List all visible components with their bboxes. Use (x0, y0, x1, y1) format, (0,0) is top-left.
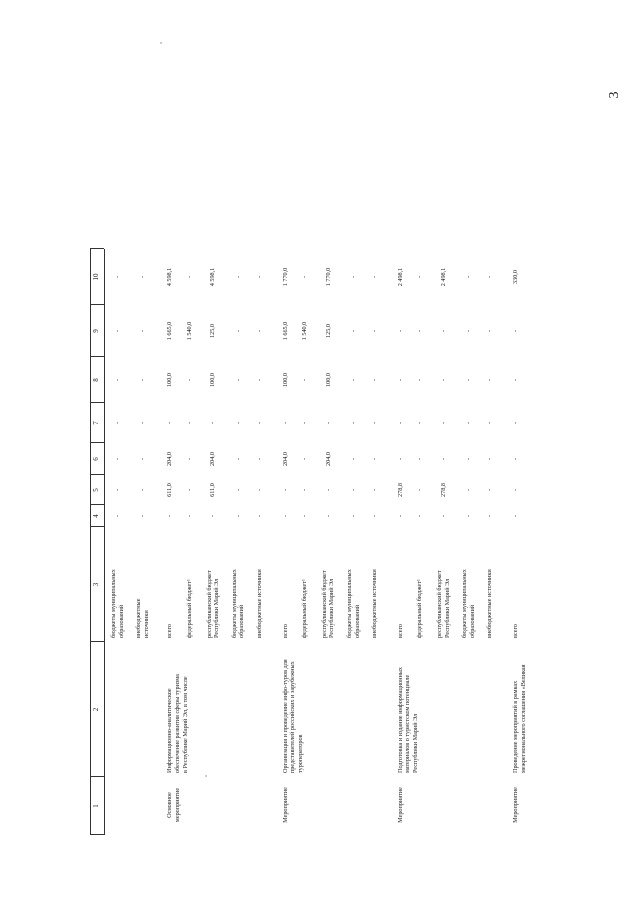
funding-value: - (113, 378, 121, 382)
funding-value: - (324, 514, 332, 518)
funding-value: - (416, 488, 424, 492)
funding-value: - (486, 275, 494, 279)
event-title: межрегионального соглашения «Великая (519, 664, 527, 773)
funding-value: - (186, 457, 193, 461)
funding-value: - (281, 488, 289, 492)
event-title: в Республике Марий Эл, в том числе (181, 676, 189, 773)
funding-value: - (281, 514, 289, 518)
funding-value: - (512, 378, 519, 382)
funding-value: 4 598,1 (209, 267, 217, 287)
funding-value: - (371, 488, 379, 492)
funding-value: - (396, 421, 404, 425)
funding-source: федеральный бюджет¹ (186, 579, 193, 638)
funding-source: бюджеты муниципальных (461, 569, 469, 638)
funding-value: - (186, 488, 193, 492)
funding-value: - (396, 514, 404, 518)
funding-source: всего (396, 624, 404, 638)
funding-value: - (301, 457, 309, 461)
funding-value: - (439, 514, 447, 518)
column-number-5: 5 (92, 488, 100, 492)
funding-source: внебюджетные источники (486, 569, 494, 638)
funding-value: 4 598,1 (166, 267, 174, 287)
funding-value: 1 665,0 (166, 321, 174, 341)
funding-value: - (301, 378, 309, 382)
event-title: представителей российских и зарубежных (289, 661, 297, 773)
funding-source: Республики Марий Эл (213, 578, 221, 638)
event-title: обеспечение развития сферы туризма (174, 674, 181, 773)
funding-value: 1 665,0 (281, 321, 289, 341)
funding-value: - (371, 421, 379, 425)
funding-value: - (234, 514, 242, 518)
funding-source: внебюджетные источники (371, 569, 379, 638)
funding-value: - (512, 421, 519, 425)
event-title: Подготовка и издание информационных (396, 666, 404, 773)
funding-source: федеральный бюджет¹ (301, 579, 309, 638)
funding-value: - (512, 457, 519, 461)
budget-table (90, 80, 560, 835)
funding-value: 100,0 (281, 373, 289, 387)
funding-source: всего (512, 624, 519, 638)
funding-value: - (349, 514, 357, 518)
event-type: мероприятие (174, 787, 181, 823)
funding-value: - (465, 457, 472, 461)
funding-value: - (349, 457, 357, 461)
funding-value: - (139, 378, 146, 382)
event-type: Мероприятие (512, 787, 519, 823)
funding-value: - (486, 378, 494, 382)
funding-value: - (416, 275, 424, 279)
funding-value: - (301, 275, 309, 279)
scan-speck (160, 42, 162, 44)
funding-value: - (439, 457, 447, 461)
funding-value: - (512, 514, 519, 518)
column-number-1: 1 (92, 804, 100, 808)
funding-source: образований (238, 604, 246, 638)
funding-value: 1 540,0 (186, 321, 193, 341)
funding-value: - (234, 275, 242, 279)
funding-value: - (465, 275, 472, 279)
funding-value: - (139, 488, 146, 492)
funding-value: - (256, 457, 263, 461)
funding-value: - (139, 514, 146, 518)
funding-value: - (396, 378, 404, 382)
funding-value: - (512, 488, 519, 492)
funding-value: 204,0 (324, 452, 332, 466)
funding-value: - (324, 488, 332, 492)
funding-value: - (349, 421, 357, 425)
funding-value: - (139, 275, 146, 279)
event-type: Мероприятие (281, 787, 289, 823)
funding-value: - (256, 514, 263, 518)
funding-value: - (349, 378, 357, 382)
funding-value: 330,0 (512, 270, 519, 284)
funding-value: - (371, 457, 379, 461)
funding-value: - (209, 514, 217, 518)
column-number-2: 2 (92, 707, 100, 712)
funding-value: - (139, 457, 146, 461)
funding-source: федеральный бюджет¹ (416, 579, 424, 638)
funding-source: бюджеты муниципальных (230, 569, 238, 638)
funding-value: - (186, 275, 193, 279)
funding-value: - (256, 329, 263, 333)
funding-value: - (256, 421, 263, 425)
funding-value: - (486, 457, 494, 461)
funding-value: - (234, 378, 242, 382)
event-title: Организация и проведение инфо-туров для (281, 659, 289, 773)
funding-value: - (256, 275, 263, 279)
funding-value: - (371, 329, 379, 333)
funding-value: - (349, 275, 357, 279)
funding-value: - (186, 514, 193, 518)
funding-value: 204,0 (166, 452, 174, 466)
column-number-4: 4 (92, 514, 100, 518)
funding-value: - (234, 488, 242, 492)
funding-value: - (186, 421, 193, 425)
funding-value: - (416, 378, 424, 382)
funding-value: - (186, 378, 193, 382)
table-rule-header (104, 249, 105, 835)
event-title: материалов о туристском потенциале (404, 674, 412, 773)
funding-value: - (439, 378, 447, 382)
funding-value: - (139, 329, 146, 333)
funding-value: 100,0 (209, 373, 217, 387)
funding-value: - (439, 329, 447, 333)
funding-value: - (416, 329, 424, 333)
funding-source: Республики Марий Эл (443, 578, 451, 638)
funding-value: - (465, 329, 472, 333)
funding-source: бюджеты муниципальных (346, 569, 353, 638)
event-title: Республики Марий Эл (412, 713, 419, 773)
funding-value: 611,0 (209, 483, 217, 497)
funding-value: - (301, 421, 309, 425)
funding-value: - (281, 421, 289, 425)
funding-value: 2 498,1 (439, 267, 447, 287)
funding-value: - (486, 421, 494, 425)
funding-value: - (371, 514, 379, 518)
funding-value: - (113, 488, 121, 492)
column-number-7: 7 (92, 421, 100, 425)
funding-value: - (371, 378, 379, 382)
funding-source: Республики Марий Эл (328, 578, 336, 638)
funding-value: 611,0 (166, 483, 174, 497)
funding-source: образований (353, 604, 361, 638)
event-title: Информационно-аналитическое (166, 688, 174, 773)
column-number-6: 6 (92, 457, 100, 461)
funding-source: республиканский бюджет (320, 570, 328, 638)
funding-value: 125,0 (209, 324, 217, 338)
event-type: Мероприятие (396, 787, 404, 823)
funding-value: - (416, 457, 424, 461)
funding-source: бюджеты муниципальных (110, 569, 117, 638)
funding-value: 1 540,0 (301, 321, 309, 341)
funding-source: всего (166, 624, 174, 638)
funding-value: - (465, 488, 472, 492)
funding-value: - (113, 329, 121, 333)
column-number-10: 10 (92, 273, 100, 281)
funding-value: - (512, 329, 519, 333)
event-type: Основное (166, 792, 174, 818)
event-title: туроператоров (296, 734, 304, 773)
funding-value: - (166, 514, 174, 518)
funding-value: - (301, 514, 309, 518)
funding-value: - (486, 514, 494, 518)
funding-value: - (113, 421, 121, 425)
funding-source: республиканский бюджет (205, 570, 213, 638)
funding-value: - (113, 514, 121, 518)
funding-source: внебюджетные (135, 598, 143, 638)
funding-value: - (234, 421, 242, 425)
column-number-9: 9 (92, 329, 100, 333)
funding-value: - (465, 378, 472, 382)
funding-value: 1 770,0 (281, 267, 289, 287)
funding-value: - (349, 488, 357, 492)
funding-value: - (465, 514, 472, 518)
funding-value: 100,0 (166, 373, 174, 387)
funding-value: - (371, 275, 379, 279)
funding-source: образований (117, 604, 125, 638)
funding-value: - (396, 457, 404, 461)
funding-value: - (139, 421, 146, 425)
funding-value: 204,0 (281, 452, 289, 466)
funding-value: - (486, 488, 494, 492)
funding-value: - (234, 457, 242, 461)
funding-value: - (416, 514, 424, 518)
funding-source: источники (142, 610, 150, 638)
funding-value: - (324, 421, 332, 425)
funding-value: - (416, 421, 424, 425)
funding-value: 2 498,1 (396, 267, 404, 287)
funding-value: 278,8 (396, 483, 404, 497)
funding-source: образований (468, 604, 476, 638)
event-title: Проведение мероприятий в рамках (512, 680, 519, 773)
funding-value: - (465, 421, 472, 425)
funding-value: - (439, 421, 447, 425)
column-number-8: 8 (92, 378, 100, 382)
funding-value: 100,0 (324, 373, 332, 387)
funding-value: - (234, 329, 242, 333)
page-number: 3 (607, 91, 622, 99)
funding-value: - (166, 421, 174, 425)
funding-value: 278,8 (439, 483, 447, 497)
funding-value: - (396, 329, 404, 333)
funding-value: - (209, 421, 217, 425)
funding-source: республиканский бюджет (436, 570, 443, 638)
funding-value: - (349, 329, 357, 333)
funding-value: - (113, 275, 121, 279)
funding-value: - (113, 457, 121, 461)
funding-value: - (256, 488, 263, 492)
funding-source: внебюджетные источники (256, 569, 263, 638)
funding-value: 1 770,0 (324, 267, 332, 287)
funding-value: 204,0 (209, 452, 217, 466)
funding-value: - (486, 329, 494, 333)
funding-value: 125,0 (324, 324, 332, 338)
funding-source: всего (281, 624, 289, 638)
funding-value: - (256, 378, 263, 382)
funding-value: - (301, 488, 309, 492)
column-number-3: 3 (92, 582, 100, 587)
